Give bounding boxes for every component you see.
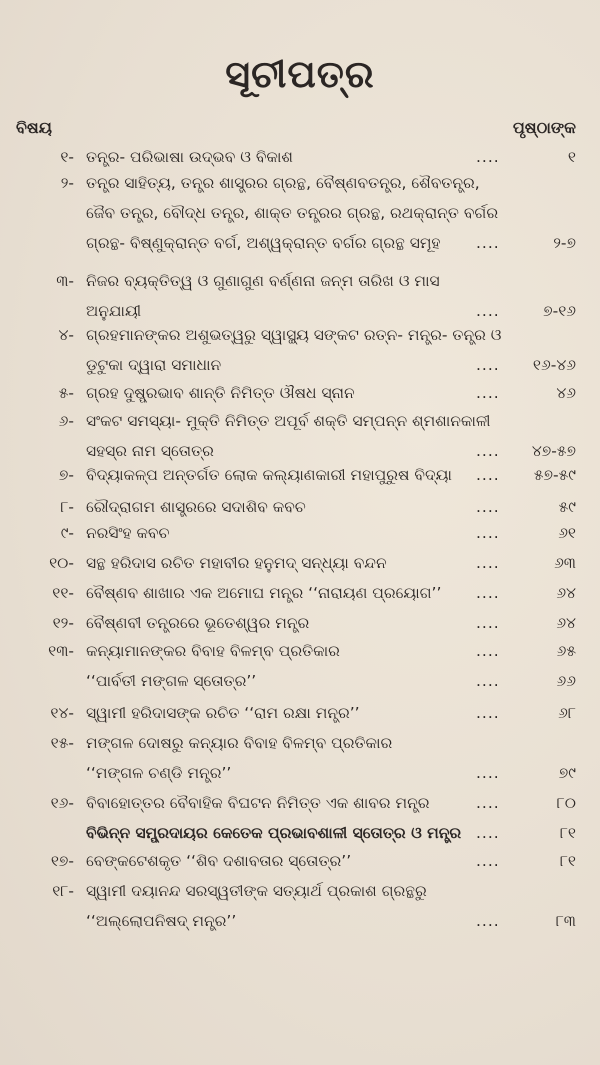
entry-number: ୧୭- (50, 852, 74, 870)
entry-page-number: ୮୧ (559, 852, 576, 870)
entry-number: ୮- (60, 498, 74, 516)
entry-number: ୫- (58, 384, 74, 402)
entry-text-line: ରୌଦ୍ରାଗମ ଶାସ୍ତ୍ରରେ ସଦାଶିବ କବଚ (86, 498, 306, 516)
leader-dots: .... (476, 466, 500, 484)
toc-entry (0, 732, 600, 792)
entry-text-line: ବୈଷ୍ଣବୀ ତନ୍ତ୍ରରେ ଭୂତେଶ୍ୱର ମନ୍ତ୍ର (86, 614, 310, 632)
entry-text-line: ବୈଷ୍ଣବ ଶାଖାର ଏକ ଅମୋଘ ମନ୍ତ୍ର ‘‘ନାରାୟଣ ପ୍ରୟୋଗ’’ (86, 584, 442, 602)
entry-page-number: ୬୪ (556, 584, 576, 602)
entry-page-number: ୧୬-୪୬ (532, 356, 576, 374)
entry-text-line: ‘‘ମଙ୍ଗଳ ଚଣ୍ଡି ମନ୍ତ୍ର’’ (86, 764, 232, 782)
entry-text-line: କନ୍ୟାମାନଙ୍କର ବିବାହ ବିଳମ୍ବ ପ୍ରତିକାର (86, 642, 340, 660)
leader-dots: .... (476, 234, 500, 252)
subject-header: ବିଷୟ (16, 118, 52, 137)
page-title: ସୂଚୀପତ୍ର (225, 52, 375, 96)
entry-text-line: ତନ୍ତ୍ର- ପରିଭାଷା ଉଦ୍ଭବ ଓ ବିକାଶ (86, 148, 293, 166)
leader-dots: .... (476, 148, 500, 166)
toc-entry (0, 382, 600, 412)
toc-entry (0, 640, 600, 700)
entry-number: ୩- (56, 272, 74, 290)
toc-entry (0, 324, 600, 384)
toc-entry (0, 552, 600, 582)
entry-text-line: ବିବାହୋତ୍ତର ବୈବାହିକ ବିଘଟନ ନିମିତ୍ତ ଏକ ଶାବର ମନ୍ତ୍ର (86, 794, 430, 812)
entry-page-number: ୮୧ (559, 824, 576, 842)
entry-page-number: ୧ (567, 148, 576, 166)
leader-dots: .... (476, 824, 500, 842)
entry-text-line: ସହସ୍ର ନାମ ସ୍ତୋତ୍ର (86, 442, 214, 460)
entry-page-number: ୬୬ (556, 672, 576, 690)
leader-dots: .... (476, 524, 500, 542)
leader-dots: .... (476, 498, 500, 516)
entry-text-line: ତନ୍ତ୍ର ସାହିତ୍ୟ, ତନ୍ତ୍ର ଶାସ୍ତ୍ରର ଗ୍ରନ୍ଥ, ବୈଷ୍ଣବତନ୍ତ୍ର, ଶୈବତନ୍ତ୍ର, (86, 174, 480, 192)
entry-number: ୧- (60, 148, 74, 166)
entry-number: ୬- (58, 412, 74, 430)
entry-page-number: ୬୧ (558, 524, 576, 542)
entry-number: ୧୧- (52, 584, 74, 602)
entry-page-number: ୬୪ (556, 614, 576, 632)
entry-text-line: ଡୁଟୁକା ଦ୍ୱାରା ସମାଧାନ (86, 356, 222, 374)
entry-page-number: ୭-୧୬ (543, 302, 576, 320)
entry-text-line: ନିଜର ବ୍ୟକ୍ତିତ୍ୱ ଓ ଗୁଣାଗୁଣ ବର୍ଣ୍ଣନା ଜନ୍ମ ତାରିଖ ଓ ମାସ (86, 272, 440, 290)
leader-dots: .... (476, 912, 500, 930)
entry-text-line: ମଙ୍ଗଳ ଦୋଷରୁ କନ୍ୟାର ବିବାହ ବିଳମ୍ବ ପ୍ରତିକାର (86, 734, 393, 752)
entry-page-number: ୫୭-୫୯ (533, 466, 576, 484)
entry-text-line: ଅନୁଯାୟୀ (86, 302, 142, 320)
entry-text-line: ଜୈବ ତନ୍ତ୍ର, ବୌଦ୍ଧ ତନ୍ତ୍ର, ଶାକ୍ତ ତନ୍ତ୍ରର ଗ୍ରନ୍ଥ, ରଥକ୍ରାନ୍ତ ବର୍ଗର (86, 204, 499, 222)
entry-number: ୪- (58, 326, 74, 344)
entry-text-line: ସ୍ୱାମୀ ହରିଦାସଙ୍କ ରଚିତ ‘‘ରାମ ରକ୍ଷା ମନ୍ତ୍ର’’ (86, 704, 360, 722)
leader-dots: .... (476, 672, 500, 690)
entry-number: ୭- (58, 466, 74, 484)
entry-text-line: ନରସିଂହ କବଚ (86, 524, 170, 542)
entry-text-line: ଗ୍ରନ୍ଥ- ବିଷ୍ଣୁକ୍ରାନ୍ତ ବର୍ଗ, ଅଶ୍ୱକ୍ରାନ୍ତ ବର୍ଗର ଗ୍ରନ୍ଥ ସମୂହ (86, 234, 441, 252)
leader-dots: .... (476, 764, 500, 782)
entry-text-line: ଗ୍ରହମାନଙ୍କର ଅଶୁଭତ୍ୱରୁ ସ୍ୱାସ୍ଥ୍ୟ ସଙ୍କଟ ରତ୍ନ- ମନ୍ତ୍ର- ତନ୍ତ୍ର ଓ (86, 326, 502, 344)
toc-entry (0, 464, 600, 494)
entry-page-number: ୭୯ (558, 764, 576, 782)
entry-page-number: ୬୩ (554, 554, 576, 572)
leader-dots: .... (476, 794, 500, 812)
entry-text-line: ସଂକଟ ସମସ୍ୟା- ମୁକ୍ତି ନିମିତ୍ତ ଅପୂର୍ବ ଶକ୍ତି ସମ୍ପନ୍ନ ଶ୍ମଶାନକାଳୀ (86, 412, 491, 430)
leader-dots: .... (476, 614, 500, 632)
entry-text-line: ବିଭିନ୍ନ ସମ୍ପ୍ରଦାୟର କେତେକ ପ୍ରଭାବଶାଳୀ ସ୍ତୋତ୍ର ଓ ମନ୍ତ୍ର (86, 824, 462, 842)
entry-number: ୧୬- (50, 794, 74, 812)
entry-page-number: ୪୭-୫୭ (531, 442, 576, 460)
page-number-header: ପୃଷ୍ଠାଙ୍କ (512, 118, 576, 137)
entry-text-line: ବେଙ୍କଟେଶକୃତ ‘‘ଶିବ ଦଶାବତାର ସ୍ତୋତ୍ର’’ (86, 852, 352, 870)
toc-entry (0, 822, 600, 852)
toc-entry (0, 702, 600, 732)
leader-dots: .... (476, 302, 500, 320)
entry-number: ୧୫- (50, 734, 74, 752)
entry-page-number: ୪୬ (556, 384, 576, 402)
entry-number: ୧୦- (49, 554, 74, 572)
toc-entry (0, 850, 600, 880)
leader-dots: .... (476, 356, 500, 374)
entry-text-line: ‘‘ଅଲ୍ଲୋପନିଷଦ୍ ମନ୍ତ୍ର’’ (86, 912, 237, 930)
entry-text-line: ସନ୍ଥ ହରିଦାସ ରଚିତ ମହାବୀର ହନୁମଦ୍ ସନ୍ଧ୍ୟା ବନ୍ଦନ (86, 554, 387, 572)
leader-dots: .... (476, 442, 500, 460)
toc-entry (0, 880, 600, 940)
entry-page-number: ୬୫ (556, 642, 576, 660)
entry-page-number: ୮୦ (556, 794, 576, 812)
toc-entry (0, 270, 600, 330)
toc-entry (0, 582, 600, 612)
entry-number: ୨- (60, 174, 74, 192)
leader-dots: .... (476, 642, 500, 660)
entry-text-line: ଗ୍ରହ ଦୁଷ୍ପ୍ରଭାବ ଶାନ୍ତି ନିମିତ୍ତ ଔଷଧ ସ୍ନାନ (86, 384, 355, 402)
leader-dots: .... (476, 384, 500, 402)
entry-number: ୯- (60, 524, 74, 542)
leader-dots: .... (476, 852, 500, 870)
entry-text-line: ସ୍ୱାମୀ ଦୟାନନ୍ଦ ସରସ୍ୱତୀଙ୍କ ସତ୍ୟାର୍ଥ ପ୍ରକାଶ ଗ୍ରନ୍ଥରୁ (86, 882, 427, 900)
leader-dots: .... (476, 704, 500, 722)
toc-entry (0, 612, 600, 642)
leader-dots: .... (476, 554, 500, 572)
toc-entry (0, 172, 600, 262)
entry-page-number: ୬୮ (558, 704, 576, 722)
toc-entry (0, 410, 600, 470)
toc-entry (0, 792, 600, 822)
entry-number: ୧୪- (50, 704, 74, 722)
entry-text-line: ‘‘ପାର୍ବତୀ ମଙ୍ଗଳ ସ୍ତୋତ୍ର’’ (86, 672, 257, 690)
toc-entry (0, 522, 600, 552)
entry-text-line: ବିଦ୍ୟାକଳ୍ପ ଅନ୍ତର୍ଗତ ଲୋକ କଲ୍ୟାଣକାରୀ ମହାପୁରୁଷ ବିଦ୍ୟା (86, 466, 452, 484)
leader-dots: .... (476, 584, 500, 602)
entry-page-number: ୫୯ (558, 498, 576, 516)
entry-number: ୧୩- (48, 642, 74, 660)
entry-page-number: ୨-୭ (553, 234, 576, 252)
entry-number: ୧୨- (52, 614, 74, 632)
entry-page-number: ୮୩ (555, 912, 576, 930)
entry-number: ୧୮- (52, 882, 74, 900)
